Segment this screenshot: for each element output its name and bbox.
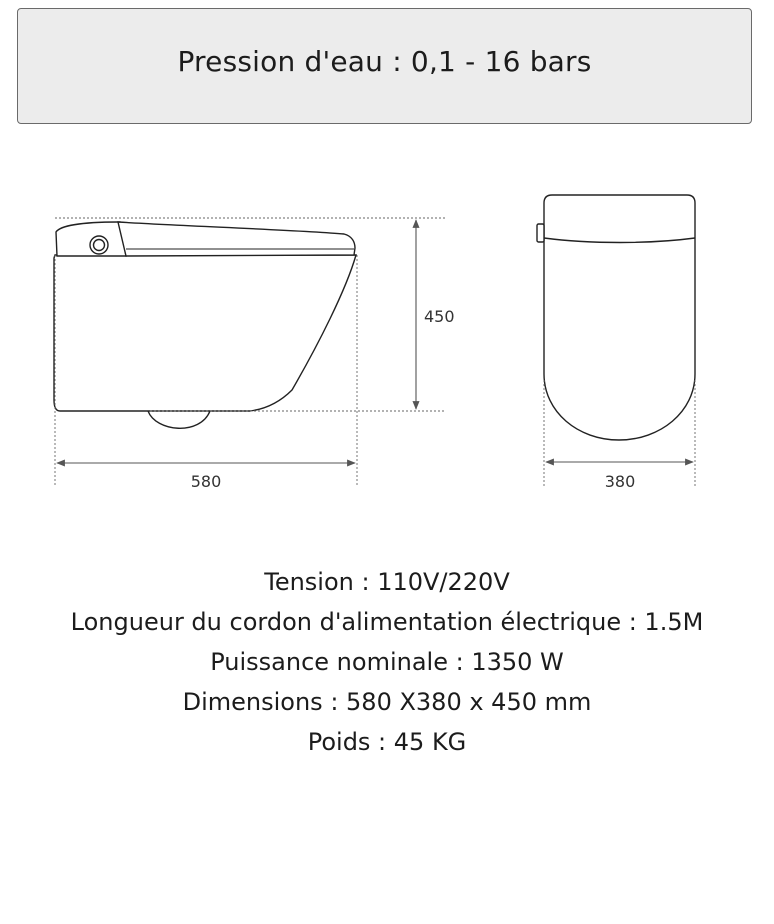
top-view xyxy=(537,195,695,440)
side-view-button-outer xyxy=(90,236,108,254)
height-dimension-label: 450 xyxy=(424,307,455,326)
side-view-lid xyxy=(118,222,355,256)
top-view-side-knob xyxy=(537,224,544,242)
top-view-outline xyxy=(544,195,695,440)
side-view-trap xyxy=(148,411,210,428)
technical-drawing xyxy=(0,150,774,510)
side-view xyxy=(54,222,356,428)
header-banner xyxy=(17,8,752,124)
side-view-tank xyxy=(56,222,126,256)
specifications-list xyxy=(0,562,774,762)
spec-rated-power: Puissance nominale : 1350 W xyxy=(210,648,564,676)
spec-dimensions: Dimensions : 580 X380 x 450 mm xyxy=(182,688,592,716)
width-dimension-label: 380 xyxy=(604,472,636,491)
side-view-bowl xyxy=(54,255,356,411)
length-dimension-label: 580 xyxy=(190,472,222,491)
spec-power-cord-length: Longueur du cordon d'alimentation électrique : 1.5M xyxy=(70,608,704,636)
spec-voltage: Tension : 110V/220V xyxy=(264,568,510,596)
water-pressure-title: Pression d'eau : 0,1 - 16 bars xyxy=(177,44,592,78)
spec-weight: Poids : 45 KG xyxy=(307,728,467,756)
